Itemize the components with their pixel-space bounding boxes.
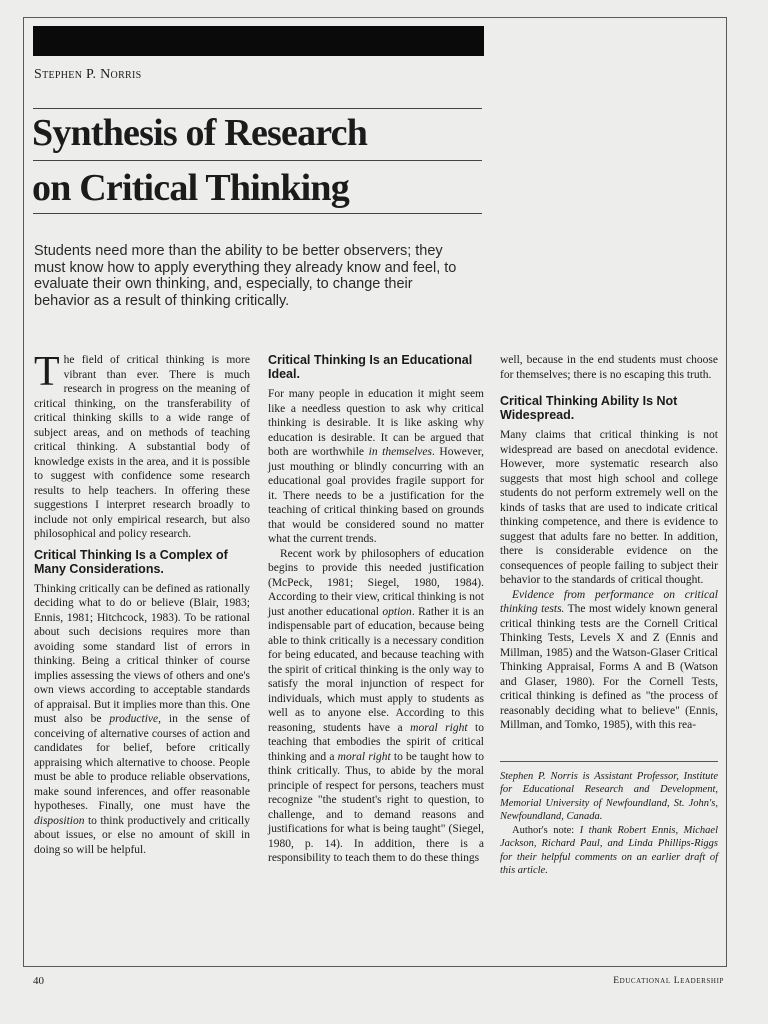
article-title — [32, 106, 492, 216]
author-bio: Stephen P. Norris is Assistant Professor, Institute for Educational Research and Development, Memorial University of Newfoundland, St. John's, Newfoundland, Canada. — [500, 770, 718, 822]
title-line-2: on Critical Thinking — [32, 167, 349, 209]
header-black-bar — [33, 26, 484, 56]
col2-paragraph-1: For many people in education it might seem like a needless question to ask why critical thinking is desirable. It is like asking why education is desirable. It can be argued that both are worthwhile in themselves. However, just mouthing or blindly concurring with an educational goal provides fragile support for it. There needs to be a justification for the teaching of critical thinking based on grounds that would be considered sound no matter what the current trends. — [268, 388, 484, 545]
article-deck: Students need more than the ability to be better observers; they must know how to apply everything they already know and feel, to evaluate their own thinking, and, especially, to change their behavior as a result of thinking critically. — [34, 243, 457, 309]
column-1 — [34, 349, 250, 857]
col3-heading-1: Critical Thinking Ability Is Not Widespread. — [500, 394, 678, 422]
title-rule-bottom — [33, 213, 482, 214]
title-rule-middle — [33, 160, 482, 161]
column-3 — [500, 353, 718, 878]
author-bio-box — [500, 761, 718, 878]
col3-paragraph-2: Evidence from performance on critical thinking tests. The most widely known general critical thinking tests are the Cornell Critical Thinking Tests, Levels X and Z (Ennis and Millman, 1985) and the Watson-Glaser Critical Thinking Appraisal, Forms A and B (Watson and Glaser, 1980). For the Cornell Tests, critical thinking is defined as "the process of reasonably deciding what to believe" (Ennis, Millman, and Tomko, 1985), with this rea- — [500, 588, 718, 731]
col1-heading-1: Critical Thinking Is a Complex of Many Considerations. — [34, 547, 228, 576]
col2-paragraph-2: Recent work by philosophers of education begins to provide this needed justification (McPeck, 1981; Siegel, 1980, 1984). According to their view, critical thinking is not just another educational option. Rather it is an indispensable part of education, because being able to think critically is a necessary condition for being educated, and because teaching with the spirit of critical thinking is the only way to satisfy the moral injunction of respect for individuals, which must apply to students as well as to anyone else. According to this reasoning, students have a moral right to teaching that embodies the spirit of critical thinking and a moral right to be taught how to think critically. Thus, to abide by the moral principle of respect for persons, teachers must recognize "the student's right to question, to challenge, and to demand reasons and justifications for what is being taught" (Siegel, 1980, p. 14). In addition, there is a responsibility to teach them to do these things — [268, 547, 485, 864]
author-note: Author's note: I thank Robert Ennis, Michael Jackson, Richard Paul, and Linda Phillips-Riggs for their helpful comments on an earlier draft of this article. — [500, 824, 718, 876]
col1-paragraph-2: Thinking critically can be defined as rationally deciding what to do or believe (Blair, 1983; Ennis, 1981; Hitchcock, 1983). To be rational about such decisions requires more than avoiding some standard list of errors in thinking. Being a critical thinker of course implies assessing the views of others and one's own views according to acceptable standards of appraisal. But it implies more than this. One must also be productive, in the sense of conceiving of alternative courses of action and candidates for belief, before critically appraising which alternative to choose. People must be able to produce reliable observations, make sound inferences, and offer reasonable hypotheses. Finally, one must have the disposition to think productively and critically about issues, or else no amount of skill in doing so will be helpful. — [34, 582, 250, 856]
running-title: Educational Leadership — [613, 976, 724, 986]
page-number: 40 — [33, 975, 44, 987]
col3-paragraph-1: Many claims that critical thinking is not widespread are based on anecdotal evidence. However, more systematic research also suggests that most high school and college students do not perform extremely well on the kinds of tasks that are used to indicate critical thinking competence, and there is evidence to suggest that adults fare no better. In addition, there is considerable evidence on the consequences of people failing to subject their behavior to the standards of critical thought. — [500, 429, 718, 586]
drop-cap: T — [34, 349, 60, 395]
author-name: Stephen P. Norris — [34, 67, 142, 82]
title-line-1: Synthesis of Research — [32, 112, 368, 154]
col1-paragraph-1: he field of critical thinking is more vibrant than ever. There is much research in progress on the meaning of critical thinking, on the transferability of critical thinking skills to a wide range of subject areas, and on methods of teaching critical thinking. A substantial body of knowledge exists in the area, and it is possible to suggest with confidence some research results to help teachers. In offering these suggestions I interpret research broadly to include not only empirical research, but also philosophical and policy research. — [34, 354, 250, 540]
col3-paragraph-0: well, because in the end students must choose for themselves; there is no escaping this truth. — [500, 354, 718, 381]
col2-heading-1: Critical Thinking Is an Educational Ideal. — [268, 353, 473, 381]
column-2 — [268, 353, 484, 866]
